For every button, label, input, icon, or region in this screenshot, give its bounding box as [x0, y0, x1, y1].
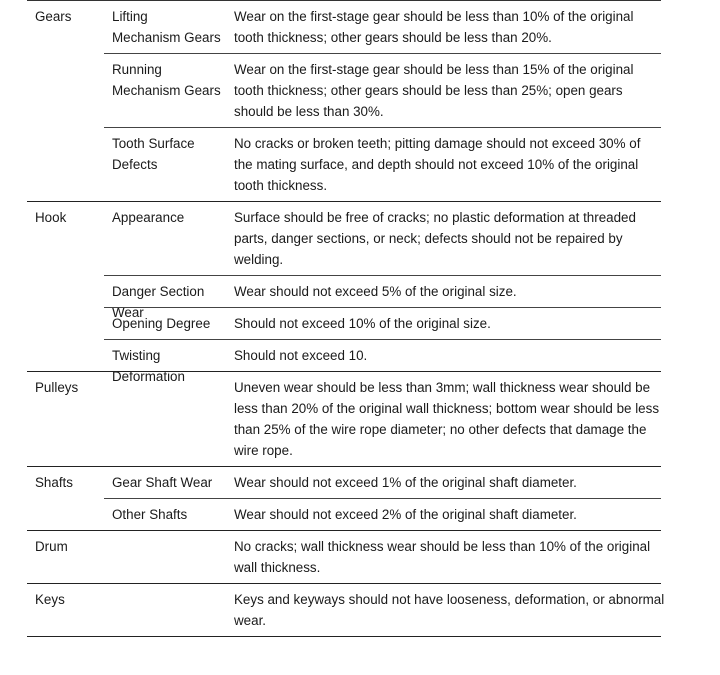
item-text: Tooth Surface [112, 136, 195, 151]
requirement-text: No cracks or broken teeth; pitting damage should not exceed 30% of [234, 136, 641, 151]
category-label: Hook [35, 210, 67, 225]
requirement-text: Wear on the first-stage gear should be less than 15% of the original [234, 62, 634, 77]
item-text: Mechanism Gears [112, 30, 221, 45]
requirement-text: Wear should not exceed 2% of the original shaft diameter. [234, 507, 577, 522]
table-row [104, 372, 661, 466]
item-text: Appearance [112, 210, 185, 225]
category-label: Gears [35, 9, 72, 24]
requirement-text: wire rope. [234, 443, 293, 458]
table-group-pulleys [27, 371, 661, 466]
item-cell [112, 504, 230, 525]
table-group-hook [27, 201, 661, 384]
requirement-text: Keys and keyways should not have looseness, deformation, or abnormal [234, 592, 665, 607]
category-label: Drum [35, 539, 68, 554]
requirement-cell [234, 536, 661, 578]
requirement-cell [234, 504, 661, 525]
table-row [104, 584, 665, 636]
item-cell [112, 6, 230, 48]
requirement-text: Surface should be free of cracks; no plastic deformation at threaded [234, 210, 636, 225]
group-rows [104, 531, 661, 583]
requirement-cell [234, 133, 661, 196]
table-group-drum [27, 530, 661, 583]
requirement-cell [234, 6, 661, 48]
table-row [104, 53, 661, 127]
item-text: Running [112, 62, 162, 77]
requirement-text: less than 20% of the original wall thickness; bottom wear should be less [234, 401, 660, 416]
table-group-shafts [27, 466, 661, 530]
requirement-cell [234, 281, 661, 302]
table-row [104, 202, 661, 275]
requirement-text: Wear should not exceed 5% of the original size. [234, 284, 517, 299]
group-rows [104, 202, 661, 384]
table-row [104, 531, 661, 583]
item-text: Wear [112, 305, 144, 320]
requirement-text: No cracks; wall thickness wear should be less than 10% of the original [234, 539, 651, 554]
item-text: Opening Degree [112, 316, 211, 331]
table-row [104, 498, 661, 530]
item-text: Defects [112, 157, 158, 172]
table-row [104, 307, 661, 339]
requirement-cell [234, 472, 661, 493]
item-cell [112, 472, 230, 493]
requirement-cell [234, 589, 665, 631]
requirement-text: Uneven wear should be less than 3mm; wall thickness wear should be [234, 380, 651, 395]
table-row [104, 339, 661, 384]
category-label: Pulleys [35, 380, 79, 395]
category-label: Keys [35, 592, 65, 607]
group-rows [104, 1, 661, 201]
requirement-cell [234, 377, 661, 461]
table-row [104, 127, 661, 201]
requirement-text: tooth thickness; other gears should be less than 20%. [234, 30, 552, 45]
table-group-keys [27, 583, 665, 636]
inspection-criteria-table [27, 0, 665, 637]
requirement-cell [234, 313, 661, 334]
table-row [104, 1, 661, 53]
item-cell [112, 59, 230, 101]
table-row [104, 467, 661, 498]
requirement-cell [234, 207, 661, 270]
requirement-text: wear. [234, 613, 267, 628]
item-text: Twisting [112, 348, 161, 363]
item-text: Gear Shaft Wear [112, 475, 213, 490]
table-group-gears [27, 0, 661, 201]
item-text: Danger Section [112, 284, 205, 299]
requirement-text: welding. [234, 252, 284, 267]
requirement-text: Should not exceed 10% of the original size. [234, 316, 491, 331]
item-cell [112, 133, 230, 175]
category-label: Shafts [35, 475, 73, 490]
item-cell [112, 313, 230, 334]
item-text: Deformation [112, 369, 185, 384]
requirement-text: Wear on the first-stage gear should be less than 10% of the original [234, 9, 634, 24]
requirement-text: the mating surface, and depth should not exceed 10% of the original [234, 157, 639, 172]
item-text: Mechanism Gears [112, 83, 221, 98]
item-text: Other Shafts [112, 507, 188, 522]
table-row [104, 275, 661, 320]
requirement-cell [234, 345, 661, 366]
requirement-text: than 25% of the wire rope diameter; no other defects that damage the [234, 422, 647, 437]
item-cell [112, 207, 230, 228]
requirement-text: tooth thickness; other gears should be less than 25%; open gears [234, 83, 623, 98]
group-rows [104, 372, 661, 466]
requirement-text: should be less than 30%. [234, 104, 384, 119]
group-rows [104, 467, 661, 530]
requirement-text: Should not exceed 10. [234, 348, 368, 363]
requirement-text: Wear should not exceed 1% of the original shaft diameter. [234, 475, 577, 490]
requirement-text: parts, danger sections, or neck; defects should not be repaired by [234, 231, 623, 246]
item-text: Lifting [112, 9, 148, 24]
requirement-text: tooth thickness. [234, 178, 328, 193]
group-rows [104, 584, 665, 636]
requirement-text: wall thickness. [234, 560, 321, 575]
requirement-cell [234, 59, 661, 122]
